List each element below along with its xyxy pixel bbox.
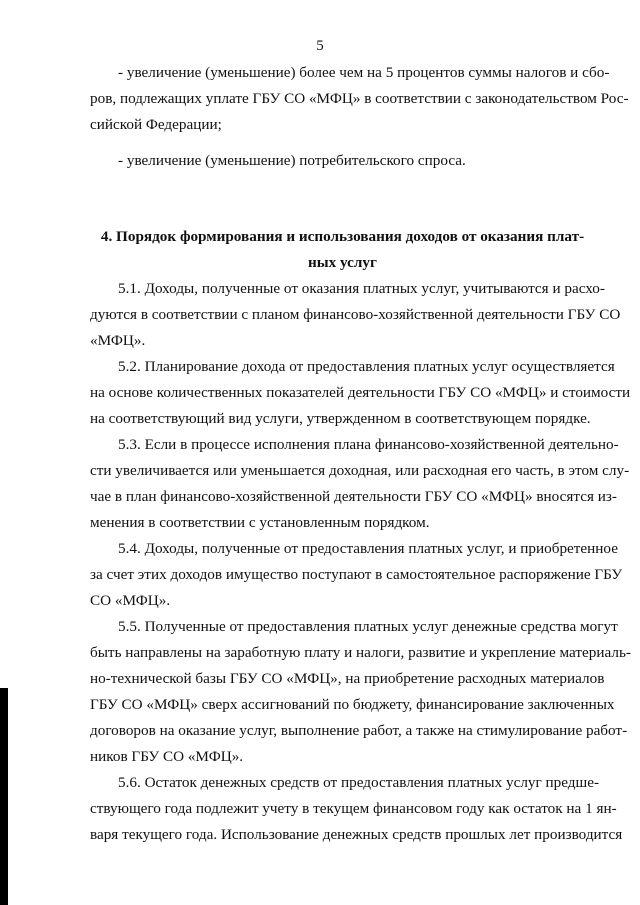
list-item: [90, 60, 629, 138]
text-line: ГБУ СО «МФЦ» сверх ассигнований по бюджету, финансирование заключенных: [90, 696, 615, 713]
text-line: 5.4. Доходы, полученные от предоставления платных услуг, и приобретенное: [118, 540, 618, 557]
text-line: варя текущего года. Использование денежных средств прошлых лет производится: [90, 826, 623, 843]
list-item: [90, 148, 595, 174]
scan-edge-bar: [0, 688, 8, 905]
heading-line: ных услуг: [308, 254, 377, 271]
text-line: на соответствующий вид услуги, утвержденном в соответствующем порядке.: [90, 410, 591, 427]
text-line: ров, подлежащих уплате ГБУ СО «МФЦ» в соответствии с законодательством Рос-: [90, 90, 629, 107]
text-line: на основе количественных показателей деятельности ГБУ СО «МФЦ» и стоимости: [90, 384, 631, 401]
text-line: менения в соответствии с установленным порядком.: [90, 514, 430, 531]
text-line: сийской Федерации;: [90, 116, 222, 133]
document-body: [90, 60, 631, 848]
text-line: «МФЦ».: [90, 332, 146, 349]
text-line: дуются в соответствии с планом финансово-хозяйственной деятельности ГБУ СО: [90, 306, 621, 323]
text-line: 5.2. Планирование дохода от предоставления платных услуг осуществляется: [118, 358, 615, 375]
paragraph-5-3: [90, 432, 630, 536]
text-line: но-технической базы ГБУ СО «МФЦ», на приобретение расходных материалов: [90, 670, 605, 687]
text-line: договоров на оказание услуг, выполнение работ, а также на стимулирование работ-: [90, 722, 628, 739]
text-line: быть направлены на заработную плату и налоги, развитие и укрепление материаль-: [90, 644, 631, 661]
text-line: 5.6. Остаток денежных средств от предоставления платных услуг предше-: [118, 774, 600, 791]
text-line: сти увеличивается или уменьшается доходная, или расходная его часть, в этом слу-: [90, 462, 630, 479]
heading-line: 4. Порядок формирования и использования доходов от оказания плат-: [100, 228, 585, 245]
section-heading: [90, 224, 595, 276]
text-line: - увеличение (уменьшение) более чем на 5 процентов суммы налогов и сбо-: [118, 64, 610, 81]
paragraph-5-2: [90, 354, 631, 432]
text-line: за счет этих доходов имущество поступают в самостоятельное распоряжение ГБУ: [90, 566, 623, 583]
text-line: - увеличение (уменьшение) потребительского спроса.: [118, 152, 466, 169]
text-line: 5.3. Если в процессе исполнения плана финансово-хозяйственной деятельно-: [118, 436, 619, 453]
text-line: чае в план финансово-хозяйственной деятельности ГБУ СО «МФЦ» вносятся из-: [90, 488, 617, 505]
paragraph-5-6: [90, 770, 623, 848]
paragraph-5-5: [90, 614, 631, 770]
text-line: СО «МФЦ».: [90, 592, 171, 609]
page-number: 5: [316, 38, 324, 54]
text-line: ников ГБУ СО «МФЦ».: [90, 748, 244, 765]
text-line: 5.1. Доходы, полученные от оказания платных услуг, учитываются и расхо-: [118, 280, 605, 297]
paragraph-5-1: [90, 276, 621, 354]
paragraph-5-4: [90, 536, 623, 614]
text-line: ствующего года подлежит учету в текущем финансовом году как остаток на 1 ян-: [90, 800, 617, 817]
text-line: 5.5. Полученные от предоставления платных услуг денежные средства могут: [118, 618, 618, 635]
